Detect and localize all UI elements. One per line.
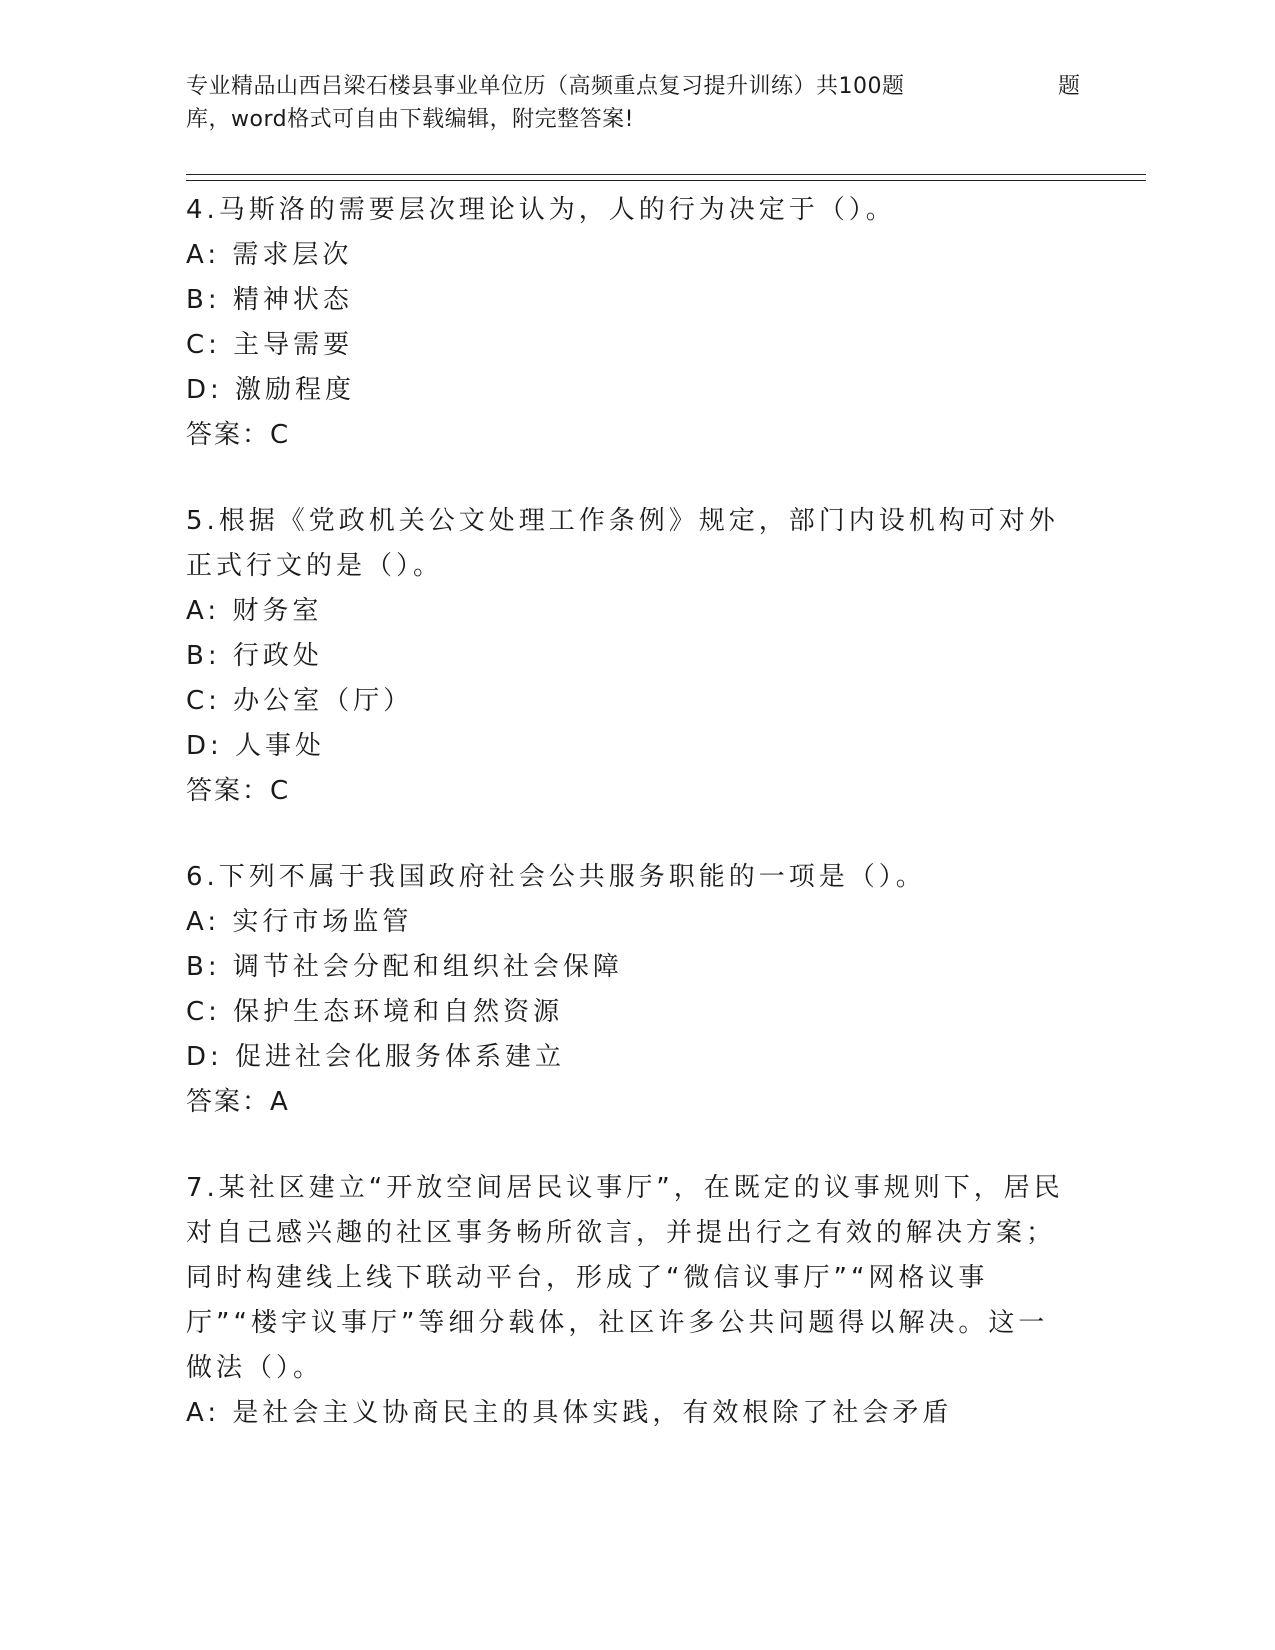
header-divider-bottom <box>186 180 1146 181</box>
header-line-2: 库，word格式可自由下载编辑，附完整答案! <box>186 107 634 132</box>
option-c: C: 保护生态环境和自然资源 <box>186 997 564 1027</box>
option-c: C: 主导需要 <box>186 330 354 360</box>
question-5 <box>186 499 1066 814</box>
question-stem: 4.马斯洛的需要层次理论认为，人的行为决定于（）。 <box>186 195 896 225</box>
option-b: B: 精神状态 <box>186 285 353 315</box>
option-a: A: 财务室 <box>186 596 323 626</box>
answer: 答案：C <box>186 420 291 450</box>
header-line-1-extra: 题 <box>1058 74 1081 99</box>
question-stem: 6.下列不属于我国政府社会公共服务职能的一项是（）。 <box>186 862 926 892</box>
answer: 答案：C <box>186 776 291 806</box>
answer: 答案：A <box>186 1087 290 1117</box>
option-a: A: 是社会主义协商民主的具体实践，有效根除了社会矛盾 <box>186 1398 953 1428</box>
question-stem: 5.根据《党政机关公文处理工作条例》规定，部门内设机构可对外正式行文的是（）。 <box>186 506 1059 581</box>
option-c: C: 办公室（厅） <box>186 686 414 716</box>
option-d: D: 人事处 <box>186 731 326 761</box>
question-stem: 7.某社区建立“开放空间居民议事厅”，在既定的议事规则下，居民对自己感兴趣的社区事务畅所欲言，并提出行之有效的解决方案；同时构建线上线下联动平台，形成了“微信议事厅”“网格议事厅”“楼宇议事厅”等细分载体，社区许多公共问题得以解决。这一做法（）。 <box>186 1173 1064 1383</box>
header-divider-top <box>186 174 1146 175</box>
question-7 <box>186 1166 1066 1436</box>
option-a: A: 需求层次 <box>186 240 353 270</box>
question-list <box>186 188 1066 1477</box>
option-a: A: 实行市场监管 <box>186 907 413 937</box>
question-6 <box>186 855 1066 1125</box>
option-b: B: 调节社会分配和组织社会保障 <box>186 952 623 982</box>
header-line-1: 专业精品山西吕梁石楼县事业单位历（高频重点复习提升训练）共100题 <box>186 74 905 99</box>
option-d: D: 激励程度 <box>186 375 356 405</box>
question-4 <box>186 188 1066 458</box>
document-header <box>186 70 1086 136</box>
option-b: B: 行政处 <box>186 641 323 671</box>
option-d: D: 促进社会化服务体系建立 <box>186 1042 566 1072</box>
